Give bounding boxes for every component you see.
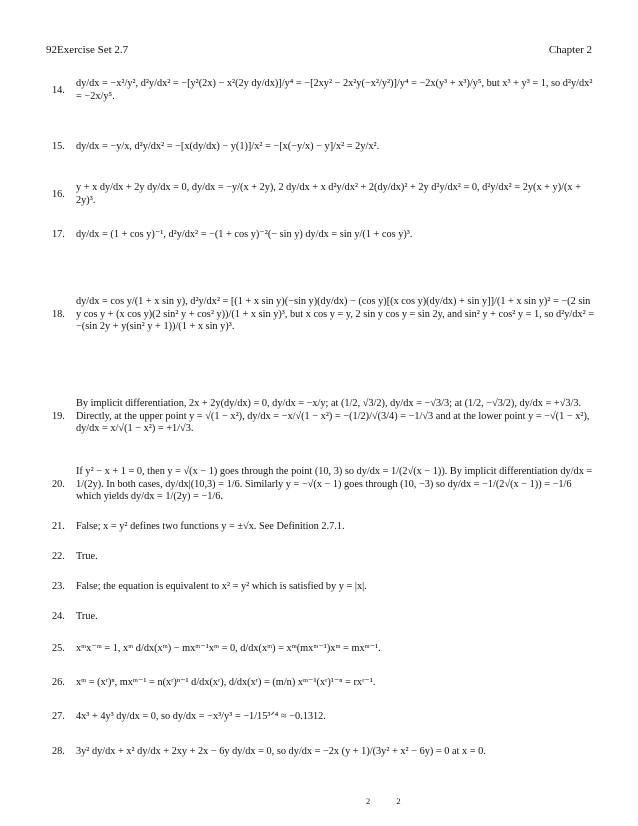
exercise-text: dy/dx = (1 + cos y)⁻¹, d²y/dx² = −(1 + cos y)⁻²(− sin y) dy/dx = sin y/(1 + cos y)³. bbox=[76, 228, 413, 240]
exercise-number: 17. bbox=[52, 228, 65, 240]
exercise-20 bbox=[52, 458, 597, 512]
exercise-number: 28. bbox=[52, 745, 65, 757]
page-header-left: 92Exercise Set 2.7 bbox=[46, 44, 129, 56]
exercise-18 bbox=[52, 254, 597, 376]
exercise-27 bbox=[52, 700, 597, 734]
exercise-15 bbox=[52, 120, 597, 174]
exercise-number: 23. bbox=[52, 580, 65, 592]
exercise-number: 25. bbox=[52, 642, 65, 654]
exercise-19 bbox=[52, 376, 597, 458]
exercise-text: False; x = y² defines two functions y = ±√x. See Definition 2.7.1. bbox=[76, 520, 345, 532]
exercise-number: 21. bbox=[52, 520, 65, 532]
exercise-text: If y² − x + 1 = 0, then y = √(x − 1) goes through the point (10, 3) so dy/dx = 1/(2√(x − 1)). By implicit differentiation dy/dx = 1/(2y). In both cases, dy/dx|(10,3) = 1/6. Similarly y = −√(x − 1) goes through (10, −3) so dy/dx = −1/(2√(x − 1)) = −1/6 which yields dy/dx = 1/(2y) = −1/6. bbox=[76, 465, 593, 503]
exercise-14 bbox=[52, 62, 597, 120]
exercise-number: 18. bbox=[52, 308, 65, 320]
exercise-text: By implicit differentiation, 2x + 2y(dy/dx) = 0, dy/dx = −x/y; at (1/2, √3/2), dy/dx = −√3/3; at (1/2, −√3/2), dy/dx = +√3/3. Directly, at the upper point y = √(1 − x²), dy/dx = −x/√(1 − x²) = −(1/2)/√(3/4) = −1/√3 and at the lower point y = −√(1 − x²), dy/dx = x/√(1 − x²) = +1/√3. bbox=[76, 397, 590, 435]
exercise-25 bbox=[52, 632, 597, 666]
exercise-24 bbox=[52, 602, 597, 632]
exercise-number: 14. bbox=[52, 84, 65, 96]
exercise-26 bbox=[52, 666, 597, 700]
exercise-22 bbox=[52, 542, 597, 572]
page-header-right: Chapter 2 bbox=[548, 44, 592, 56]
exercise-number: 19. bbox=[52, 410, 65, 422]
exercise-number: 20. bbox=[52, 478, 65, 490]
exercise-number: 15. bbox=[52, 140, 65, 152]
exercise-number: 26. bbox=[52, 676, 65, 688]
exercise-number: 24. bbox=[52, 610, 65, 622]
exercise-list bbox=[52, 62, 597, 770]
exercise-28 bbox=[52, 734, 597, 770]
exercise-text: dy/dx = cos y/(1 + x sin y), d²y/dx² = [(1 + x sin y)(−sin y)(dy/dx) − (cos y)[(x cos y)(dy/dx) + sin y]]/(1 + x sin y)² = −(2 sin y cos y + (x cos y)(2 sin² y + cos² y))/(1 + x sin y)³, but x cos y = y, 2 sin y cos y = sin 2y, and sin² y + cos² y = 1, so d²y/dx² = −(sin 2y + y(sin² y + 1))/(1 + x sin y)³. bbox=[76, 295, 595, 333]
exercise-21 bbox=[52, 512, 597, 542]
exercise-number: 27. bbox=[52, 710, 65, 722]
exercise-text: 4x³ + 4y³ dy/dx = 0, so dy/dx = −x³/y³ = −1/15³ᐟ⁴ ≈ −0.1312. bbox=[76, 710, 326, 722]
exercise-text: xᵐ = (xʳ)ⁿ, mxᵐ⁻¹ = n(xʳ)ⁿ⁻¹ d/dx(xʳ), d/dx(xʳ) = (m/n) xᵐ⁻¹(xʳ)¹⁻ⁿ = rxʳ⁻¹. bbox=[76, 676, 376, 688]
exercise-text: xᵐx⁻ᵐ = 1, xᵐ d/dx(xᵐ) − mxᵐ⁻¹xᵐ = 0, d/dx(xᵐ) = xᵐ(mxᵐ⁻¹)xᵐ = mxᵐ⁻¹. bbox=[76, 642, 381, 654]
exercise-16 bbox=[52, 174, 597, 216]
exercise-number: 22. bbox=[52, 550, 65, 562]
page-footer-marks: 2 2 bbox=[366, 796, 413, 806]
exercise-text: True. bbox=[76, 610, 98, 622]
exercise-text: dy/dx = −x²/y², d²y/dx² = −[y²(2x) − x²(2y dy/dx)]/y⁴ = −[2xy² − 2x²y(−x²/y²)]/y⁴ = −2x(y³ + x³)/y⁵, but x³ + y³ = 1, so d²y/dx² = −2x/y⁵. bbox=[76, 78, 593, 102]
exercise-text: True. bbox=[76, 550, 98, 562]
exercise-text: False; the equation is equivalent to x² = y² which is satisfied by y = |x|. bbox=[76, 580, 367, 592]
exercise-text: 3y² dy/dx + x² dy/dx + 2xy + 2x − 6y dy/dx = 0, so dy/dx = −2x (y + 1)/(3y² + x² − 6y) = 0 at x = 0. bbox=[76, 745, 486, 757]
exercise-text: dy/dx = −y/x, d²y/dx² = −[x(dy/dx) − y(1)]/x² = −[x(−y/x) − y]/x² = 2y/x². bbox=[76, 140, 380, 152]
exercise-17 bbox=[52, 216, 597, 254]
exercise-number: 16. bbox=[52, 188, 65, 200]
exercise-text: y + x dy/dx + 2y dy/dx = 0, dy/dx = −y/(x + 2y), 2 dy/dx + x d²y/dx² + 2(dy/dx)² + 2y d²y/dx² = 0, d²y/dx² = 2y(x + y)/(x + 2y)³. bbox=[76, 182, 581, 206]
exercise-23 bbox=[52, 572, 597, 602]
